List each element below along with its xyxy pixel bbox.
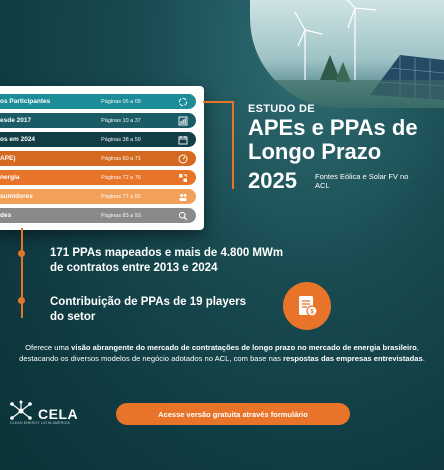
toc-item-title: des [0, 212, 12, 219]
bullet-dot [18, 297, 25, 304]
toc-item[interactable] [0, 170, 196, 185]
toc-item-pages: Páginas 10 a 37 [101, 117, 141, 124]
hero-image-wind-solar [250, 0, 444, 108]
table-of-contents [0, 86, 204, 230]
toc-item-pages: Páginas 60 a 71 [101, 155, 141, 162]
chart-icon [177, 115, 188, 126]
refresh-icon [177, 96, 188, 107]
toc-item-title: APE) [0, 155, 16, 162]
toc-item[interactable] [0, 132, 196, 147]
fact-players: Contribuição de PPAs de 19 players do setor [50, 296, 246, 323]
toc-item[interactable] [0, 189, 196, 204]
toc-item-pages: Páginas 38 a 59 [101, 136, 141, 143]
page-title: APEs e PPAs de Longo Prazo [248, 115, 418, 164]
subtitle: Fontes Eólica e Solar FV no ACL [315, 172, 409, 190]
toc-item-title: nergia [0, 174, 20, 181]
toc-item[interactable] [0, 113, 196, 128]
fact-ppas-mapped: 171 PPAs mapeados e mais de 4.800 MWm de contratos entre 2013 e 2024 [50, 247, 284, 274]
description: Oferece uma visão abrangente do mercado de contratações de longo prazo no mercado de energia brasileiro, destacando os diversos modelos de negócio adotados no ACL, com base nas respostas das empresas entrevistadas. [19, 343, 425, 363]
logo-tagline: CLEAN ENERGY LATIN AMERICA [10, 421, 70, 425]
connector-line [21, 228, 23, 318]
toc-item-pages: Páginas 77 a 82 [101, 193, 141, 200]
logo-name: CELA [38, 405, 79, 422]
connector-line [203, 101, 233, 103]
contract-document-icon [283, 282, 331, 330]
cta-button[interactable]: Acesse versão gratuita através formulário [116, 403, 350, 425]
svg-text:$: $ [310, 309, 314, 316]
toc-item-title: esde 2017 [0, 117, 32, 124]
transfer-icon [177, 172, 188, 183]
toc-item-pages: Páginas 83 a 93 [101, 212, 141, 219]
eyebrow: ESTUDO DE [248, 103, 315, 115]
year: 2025 [248, 168, 297, 193]
toc-item-pages: Páginas 72 a 76 [101, 174, 141, 181]
search-icon [177, 210, 188, 221]
toc-item-pages: Páginas 06 a 09 [101, 98, 141, 105]
toc-item[interactable] [0, 208, 196, 223]
calendar-icon [177, 134, 188, 145]
toc-item[interactable] [0, 151, 196, 166]
speedometer-icon [177, 153, 188, 164]
users-icon [177, 191, 188, 202]
bullet-dot [18, 250, 25, 257]
connector-line [232, 101, 234, 189]
toc-item-title: os em 2024 [0, 136, 36, 143]
toc-item-title: os Participantes [0, 98, 51, 105]
toc-item-title: sumidores [0, 193, 33, 200]
toc-item[interactable] [0, 94, 196, 109]
